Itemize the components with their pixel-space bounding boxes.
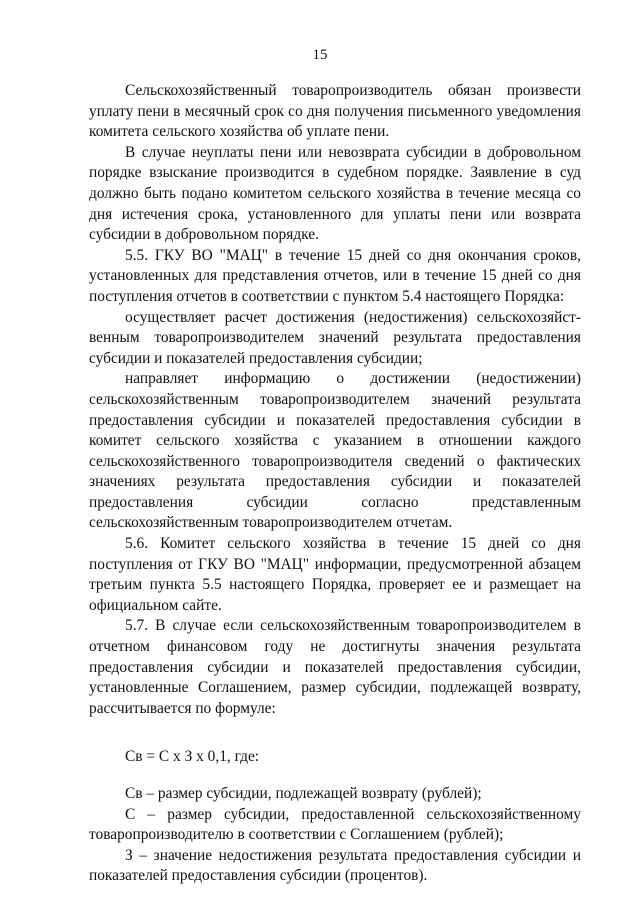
paragraph-court-recovery: В случае неуплаты пени или невозврата субсидии в добровольном порядке взыскание производится в судебном порядке. Заявление в суд должно быть подано комитетом сельского хозяйства в течение месяца со дня истечения срока, установленного для уплаты пени или возврата субсидии в добровольном порядке. [89,143,581,244]
paragraph-5-5-calculation: осуществляет расчет достижения (недостижения) сельскохозяйст-венным товаропроизводителем значений результата предоставления субсидии и показателей предоставления субсидии; [89,308,581,367]
definition-sv: Св – размер субсидии, подлежащей возврату (рублей); [125,785,482,802]
paragraph-5-7: 5.7. В случае если сельскохозяйственным товаропроизводителем в отчетном финансовом году не достигнуты значения результата предоставления субсидии и показателей предоставления субсидии, установленные Соглашением, размер субсидии, подлежащей возврату, рассчитывается по формуле: [89,617,581,717]
paragraph-5-6: 5.6. Комитет сельского хозяйства в течение 15 дней со дня поступления от ГКУ ВО "МАЦ" информации, предусмотренной абзацем третьим пункта 5.5 настоящего Порядка, проверяет ее и размещает на официальном сайте. [89,535,581,614]
paragraph-penalty-payment: Сельскохозяйственный товаропроизводитель обязан произвести уплату пени в месячный срок со дня получения письменного уведомления комитета сельского хозяйства об уплате пени. [89,82,581,141]
document-body [89,81,581,887]
definition-z: З – значение недостижения результата предоставления субсидии и показателей предоставления субсидии (процентов). [89,846,581,885]
definition-s: С – размер субсидии, предоставленной сельскохозяйственному товаропроизводителю в соответствии с Соглашением (рублей); [89,805,581,844]
page-number: 15 [312,47,328,63]
paragraph-5-5-information: направляет информацию о достижении (недостижении) сельскохозяйственным товаропроизводителем значений результата предоставления субсидии и показателей предоставления субсидии в комитет сельского хозяйства с указанием в отношении каждого сельскохозяйственного товаропроизводителя сведений о фактических значениях результата предоставления субсидии и показателей предоставления субсидии согласно представленным сельскохозяйственным товаропроизводителем отчетам. [89,370,581,532]
formula: Св = С х З х 0,1, где: [125,748,260,766]
paragraph-5-5: 5.5. ГКУ ВО "МАЦ" в течение 15 дней со дня окончания сроков, установленных для представления отчетов, или в течение 15 дней со дня поступления отчетов в соответствии с пунктом 5.4 настоящего Порядка: [89,246,581,305]
